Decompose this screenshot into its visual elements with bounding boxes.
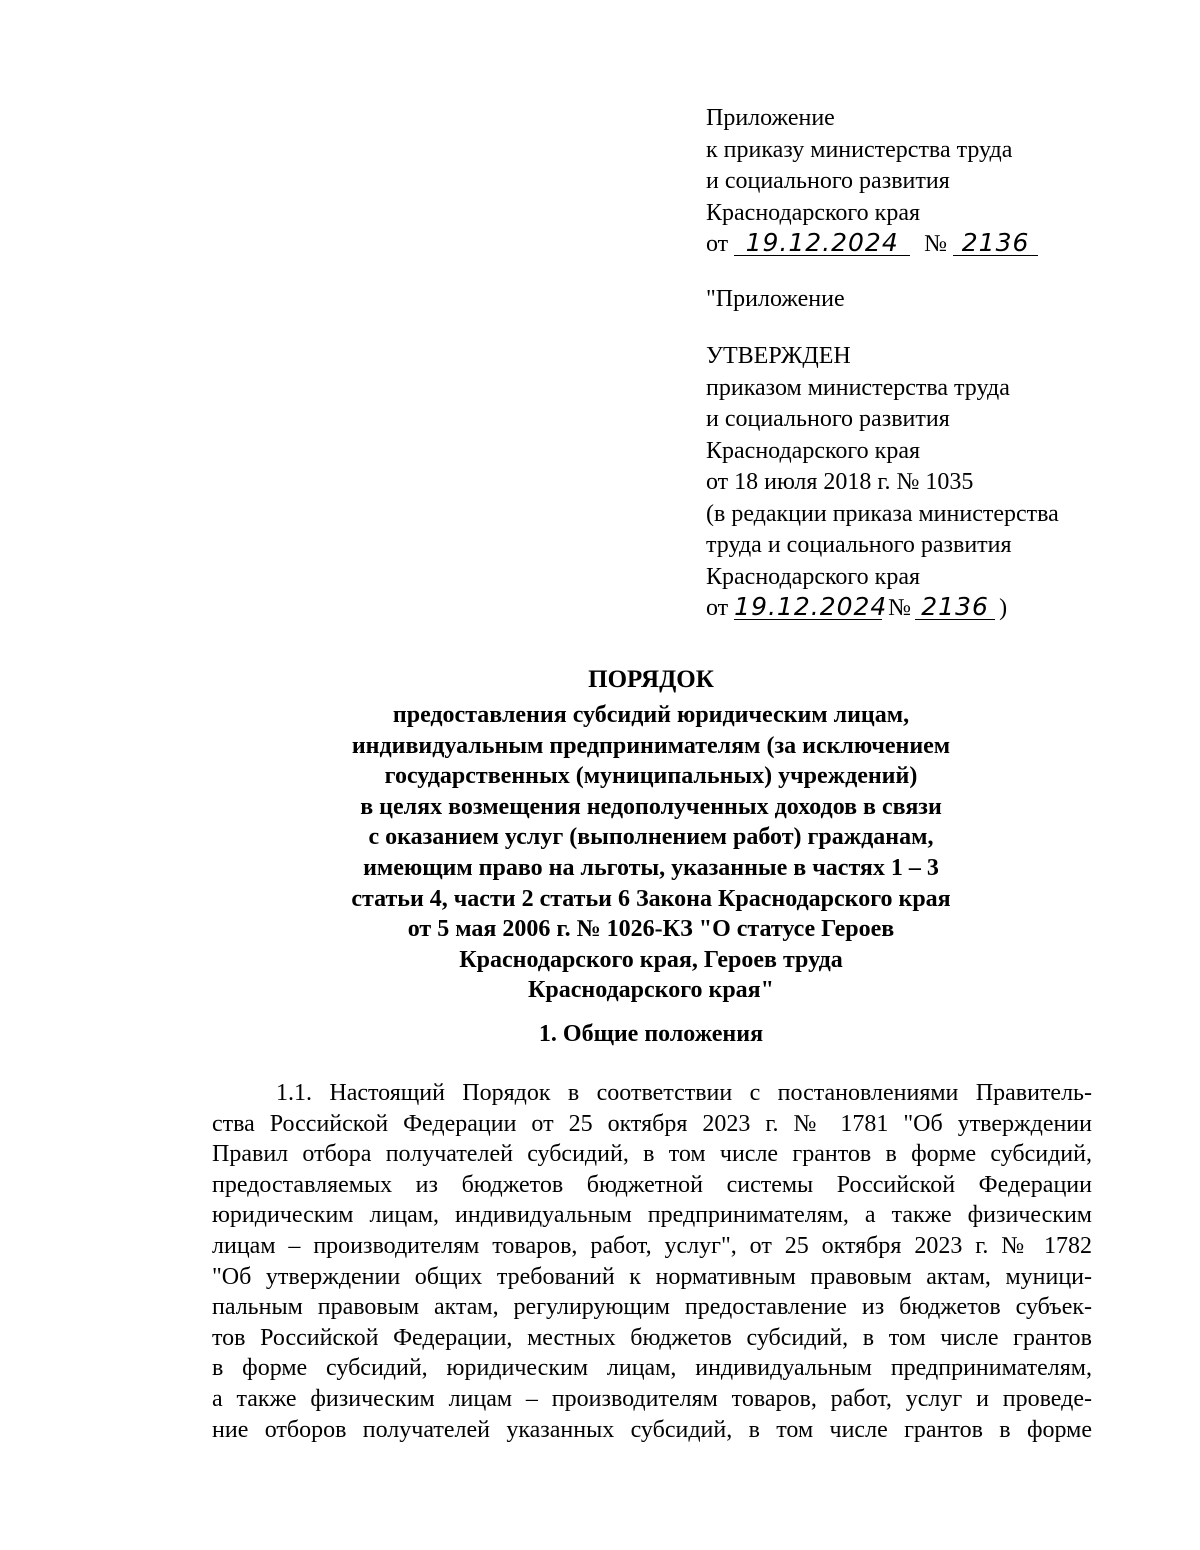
title-line: индивидуальным предпринимателям (за исключением — [351, 732, 951, 759]
paragraph-line: "Об утверждении общих требований к нормативным правовым актам, муници- — [212, 1263, 1092, 1290]
paragraph-line: в форме субсидий, юридическим лицам, индивидуальным предпринимателям, — [212, 1355, 1092, 1382]
approved-line: и социального развития — [706, 406, 950, 432]
paragraph-line: лицам – производителям товаров, работ, услуг", от 25 октября 2023 г. № 1782 — [212, 1232, 1092, 1259]
date-prefix: от — [706, 231, 729, 257]
title-line: в целях возмещения недополученных доходов в связи — [360, 793, 942, 820]
approved-line: Краснодарского края — [706, 437, 921, 464]
paragraph-1-1 — [212, 1078, 1092, 1445]
number-prefix: № — [888, 595, 912, 621]
quoted-appendix — [706, 284, 845, 316]
section-heading: 1. Общие положения — [538, 1021, 764, 1047]
handwritten-date: 19.12.2024 — [734, 231, 910, 256]
approved-line: труда и социального развития — [706, 532, 1012, 558]
approved-line: от 18 июля 2018 г. № 1035 — [706, 469, 974, 495]
title-line: статьи 4, части 2 статьи 6 Закона Краснодарского края — [351, 885, 951, 912]
handwritten-number: 2136 — [915, 595, 995, 620]
closing-parenthesis: ) — [999, 595, 1008, 621]
paragraph-line: ства Российской Федерации от 25 октября 2023 г. № 1781 "Об утверждении — [212, 1110, 1092, 1137]
document-title — [200, 665, 1102, 1006]
number-prefix: № — [924, 231, 948, 257]
title-subtitle — [200, 700, 1102, 1006]
paragraph-line: а также физическим лицам – производителям товаров, работ, услуг и проведе- — [212, 1385, 1092, 1412]
title-line: имеющим право на льготы, указанные в частях 1 – 3 — [363, 854, 939, 881]
handwritten-date: 19.12.2024 — [734, 592, 888, 621]
appendix-line: и социального развития — [706, 168, 950, 194]
paragraph-line: Правил отбора получателей субсидий, в том числе грантов в форме субсидий, — [212, 1141, 1092, 1168]
paragraph-line: предоставляемых из бюджетов бюджетной системы Российской Федерации — [212, 1171, 1092, 1198]
appendix-date-line — [706, 229, 1038, 261]
quoted-appendix-label: "Приложение — [706, 286, 845, 312]
date-prefix: от — [706, 595, 729, 621]
paragraph-line: юридическим лицам, индивидуальным предпринимателям, а также физическим — [212, 1202, 1092, 1229]
appendix-line: Приложение — [706, 105, 835, 131]
title-line: с оказанием услуг (выполнением работ) гражданам, — [368, 824, 934, 851]
title-main: ПОРЯДОК — [588, 666, 714, 693]
title-line: Краснодарского края" — [528, 977, 774, 1004]
title-line: Краснодарского края, Героев труда — [459, 946, 843, 973]
approved-date-line — [706, 593, 1059, 625]
title-line: государственных (муниципальных) учреждений) — [384, 763, 918, 790]
title-line: от 5 мая 2006 г. № 1026-КЗ "О статусе Героев — [407, 916, 895, 943]
handwritten-number: 2136 — [953, 231, 1038, 256]
approved-block — [706, 341, 1059, 625]
appendix-line: Краснодарского края — [706, 199, 921, 226]
approved-line: (в редакции приказа министерства — [706, 500, 1059, 527]
approved-line: Краснодарского края — [706, 563, 921, 590]
paragraph-line: 1.1. Настоящий Порядок в соответствии с постановлениями Правитель- — [276, 1080, 1092, 1106]
paragraph-line: тов Российской Федерации, местных бюджетов субсидий, в том числе грантов — [212, 1324, 1092, 1351]
approved-line: приказом министерства труда — [706, 374, 1010, 401]
paragraph-line: пальным правовым актам, регулирующим предоставление из бюджетов субъек- — [212, 1294, 1092, 1321]
appendix-header — [706, 103, 1038, 261]
title-line: предоставления субсидий юридическим лицам, — [392, 702, 910, 728]
appendix-line: к приказу министерства труда — [706, 136, 1013, 163]
approved-heading: УТВЕРЖДЕН — [706, 343, 851, 369]
paragraph-line: ние отборов получателей указанных субсидий, в том числе грантов в форме — [212, 1416, 1092, 1443]
